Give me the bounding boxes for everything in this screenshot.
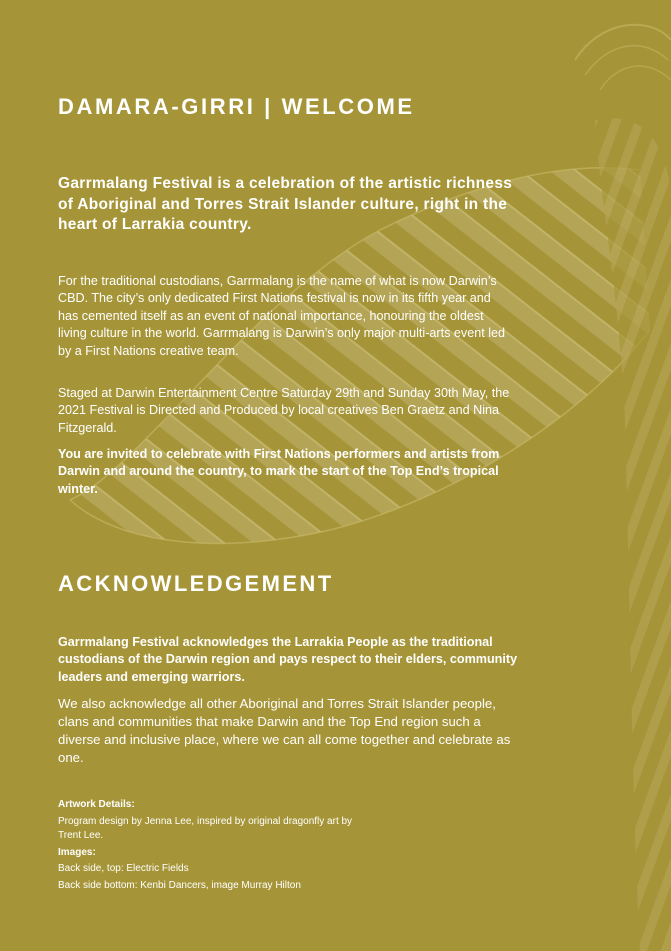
image-credit-2: Back side bottom: Kenbi Dancers, image Murray Hilton (58, 879, 301, 891)
welcome-paragraph-2: Staged at Darwin Entertainment Centre Saturday 29th and Sunday 30th May, the 2021 Festival is Directed and Produced by local creatives Ben Graetz and Nina Fitzgerald. (58, 386, 510, 435)
credits (58, 798, 358, 893)
welcome-lead: Garrmalang Festival is a celebration of the artistic richness of Aboriginal and Torres Strait Islander culture, right in the heart of Larrakia country. (58, 175, 513, 233)
artwork-text: Program design by Jenna Lee, inspired by original dragonfly art by Trent Lee. (58, 815, 353, 841)
welcome-paragraph-1: For the traditional custodians, Garrmalang is the name of what is now Darwin’s CBD. The city’s only dedicated First Nations festival is now in its fifth year and has cemented itself as an event of national importance, honouring the oldest living culture in the world. Garrmalang is Darwin’s only major multi-arts event led by a First Nations creative team. (58, 274, 506, 358)
welcome-heading: DAMARA-GIRRI | WELCOME (58, 94, 415, 119)
acknowledgement-heading: ACKNOWLEDGEMENT (58, 571, 334, 596)
welcome-invitation: You are invited to celebrate with First Nations performers and artists from Darwin and around the country, to mark the start of the Top End’s tropical winter. (58, 447, 500, 496)
image-credit-1: Back side, top: Electric Fields (58, 863, 189, 874)
acknowledgement-paragraph-2: We also acknowledge all other Aboriginal and Torres Strait Islander people, clans and communities that make Darwin and the Top End region such a diverse and inclusive place, where we can all come together and celebrate as one. (58, 696, 511, 765)
acknowledgement-paragraph-1: Garrmalang Festival acknowledges the Larrakia People as the traditional custodians of the Darwin region and pays respect to their elders, community leaders and emerging warriors. (58, 635, 518, 684)
images-label: Images: (58, 846, 96, 858)
dragonfly-body (560, 0, 671, 951)
artwork-label: Artwork Details: (58, 799, 135, 810)
